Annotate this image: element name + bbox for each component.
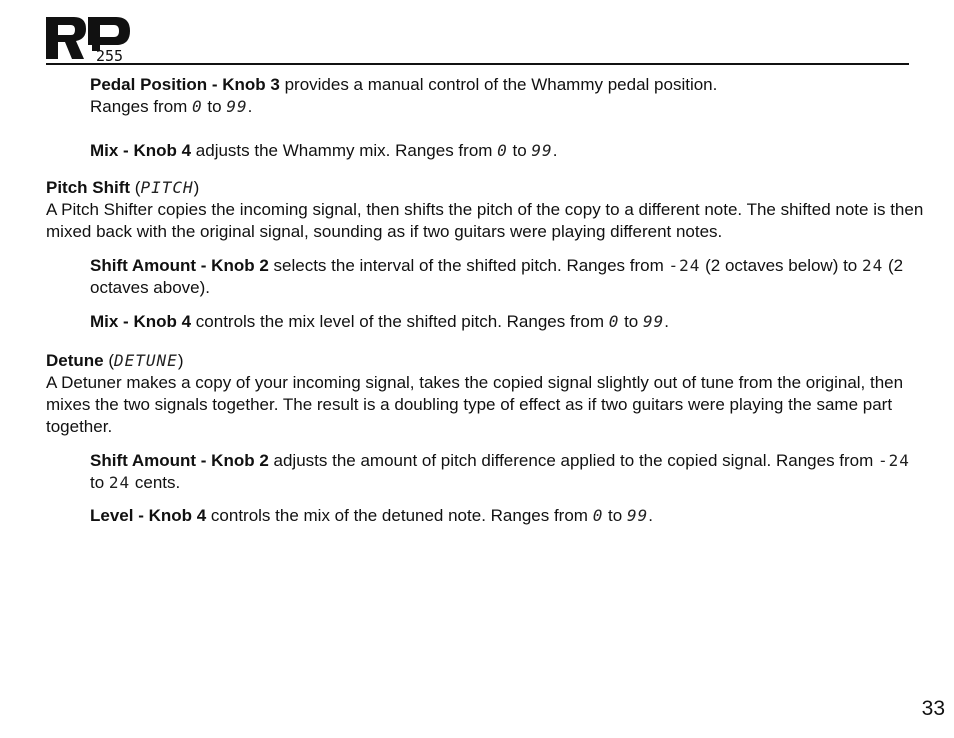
- whammy-mix-text: adjusts the Whammy mix. Ranges from: [191, 141, 498, 160]
- pedal-min-lcd: 0: [192, 97, 203, 116]
- pitch-shift-heading: Pitch Shift (PITCH): [46, 178, 200, 197]
- pitch-amount-label: Shift Amount - Knob 2: [90, 256, 269, 275]
- detune-amount-min-lcd: -24: [878, 451, 910, 470]
- pitch-amount-text: selects the interval of the shifted pitch. Ranges from: [268, 256, 669, 275]
- pitch-mix-to: to: [619, 312, 643, 331]
- pitch-mix-label: Mix - Knob 4: [90, 312, 192, 331]
- detune-amount-text: adjusts the amount of pitch difference applied to the copied signal. Ranges from: [268, 451, 879, 470]
- whammy-mix-end: .: [552, 141, 558, 160]
- page-number: 33: [921, 697, 945, 720]
- pedal-position-text: provides a manual control of the Whammy pedal position.: [279, 75, 718, 94]
- pitch-amount-min-note: (2 octaves below) to: [700, 256, 862, 275]
- detune-amount-paragraph: [46, 450, 926, 494]
- pitch-mix-text: controls the mix level of the shifted pitch. Ranges from: [191, 312, 609, 331]
- pitch-mix-paragraph: [46, 311, 926, 333]
- detune-amount-max-lcd: 24: [108, 473, 131, 492]
- detune-lcd-label: DETUNE: [114, 351, 178, 370]
- detune-level-paragraph: [46, 505, 926, 527]
- pedal-position-label: Pedal Position - Knob 3: [90, 75, 280, 94]
- pitch-amount-paragraph: [46, 255, 926, 299]
- pitch-shift-description: A Pitch Shifter copies the incoming signal, then shifts the pitch of the copy to a different note. The shifted note is then mixed back with the original signal, sounding as if two guitars were playing different notes.: [46, 200, 924, 241]
- pitch-shift-title: Pitch Shift: [46, 178, 131, 197]
- detune-description: A Detuner makes a copy of your incoming signal, takes the copied signal slightly out of tune from the original, then mixes the two signals together. The result is a doubling type of effect as if two guitars were playing the same part together.: [46, 373, 904, 436]
- pedal-position-paragraph: [46, 74, 926, 118]
- detune-level-min-lcd: 0: [592, 506, 604, 525]
- pedal-range-prefix: Ranges from: [90, 97, 193, 116]
- detune-level-to: to: [603, 506, 627, 525]
- detune-level-label: Level - Knob 4: [90, 506, 207, 525]
- pedal-range-end: .: [247, 97, 253, 116]
- whammy-mix-to: to: [507, 141, 532, 160]
- rp255-logo: [44, 13, 134, 63]
- whammy-mix-max-lcd: 99: [531, 141, 553, 160]
- detune-amount-label: Shift Amount - Knob 2: [90, 451, 269, 470]
- pitch-amount-max-note: (2 octaves above).: [90, 256, 904, 297]
- pitch-mix-max-lcd: 99: [642, 312, 665, 331]
- detune-amount-to: to: [90, 473, 109, 492]
- pedal-max-lcd: 99: [226, 97, 248, 116]
- detune-level-max-lcd: 99: [626, 506, 649, 525]
- pitch-amount-max-lcd: 24: [861, 256, 884, 275]
- whammy-mix-paragraph: [46, 140, 926, 162]
- detune-level-end: .: [648, 506, 653, 525]
- pitch-mix-end: .: [664, 312, 669, 331]
- whammy-mix-min-lcd: 0: [497, 141, 508, 160]
- logo-model-number: 255: [96, 47, 124, 63]
- pitch-lcd-label: PITCH: [140, 178, 194, 197]
- header-rule: [46, 63, 909, 65]
- detune-amount-end: cents.: [130, 473, 181, 492]
- detune-heading: Detune (DETUNE): [46, 351, 184, 370]
- detune-title: Detune: [46, 351, 104, 370]
- manual-content: [46, 74, 926, 527]
- pitch-mix-min-lcd: 0: [608, 312, 620, 331]
- pitch-amount-min-lcd: -24: [668, 256, 701, 275]
- whammy-mix-label: Mix - Knob 4: [90, 141, 192, 160]
- detune-level-text: controls the mix of the detuned note. Ranges from: [206, 506, 593, 525]
- pedal-range-to: to: [202, 97, 227, 116]
